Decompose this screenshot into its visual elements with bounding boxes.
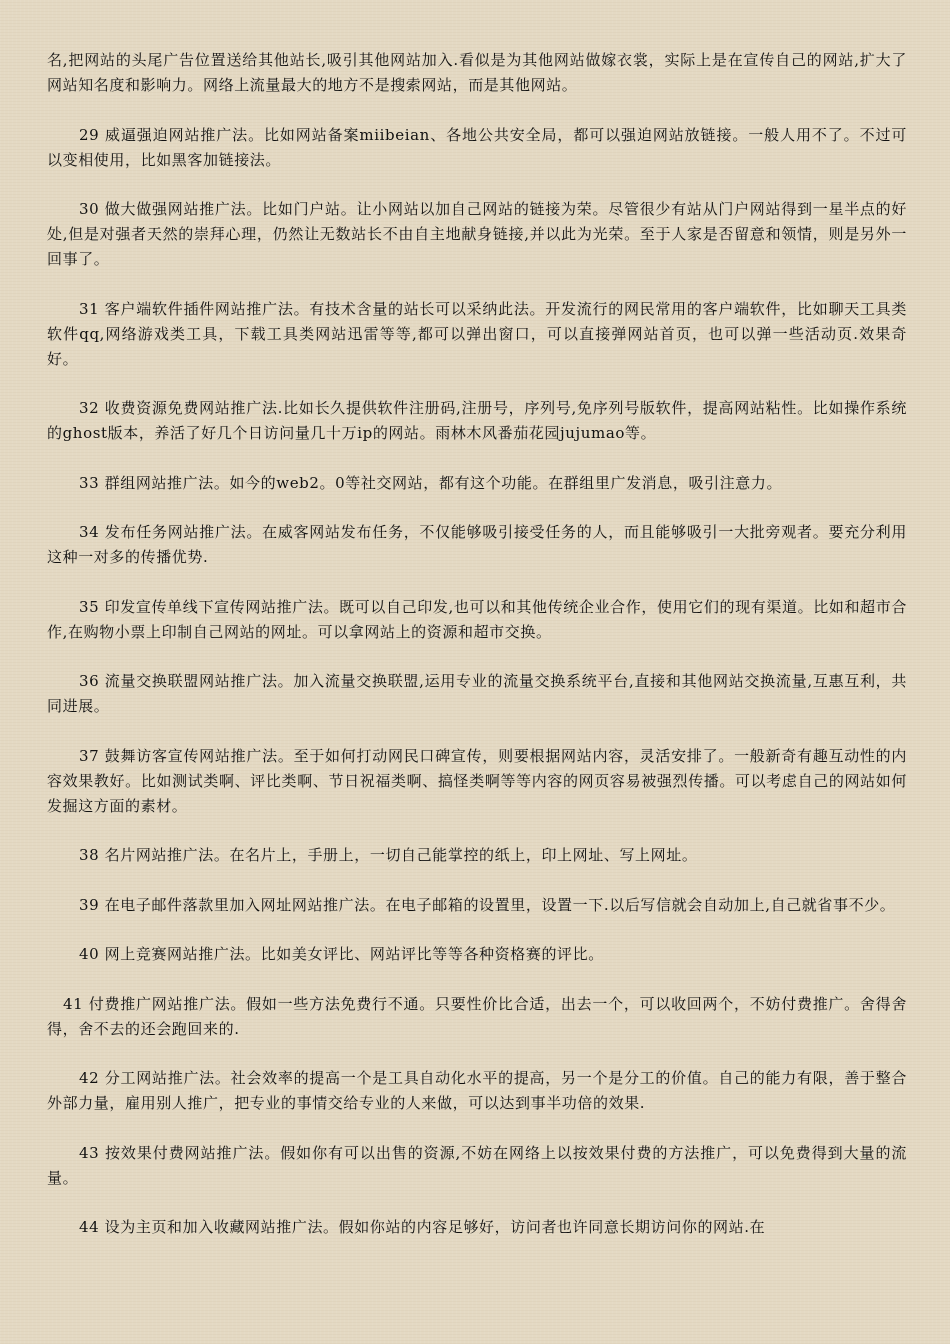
paragraph-item-33: 33 群组网站推广法。如今的web2。0等社交网站，都有这个功能。在群组里广发消息，吸引注意力。 [79,473,783,492]
paragraph-item-35: 35 印发宣传单线下宣传网站推广法。既可以自己印发,也可以和其他传统企业合作，使用它们的现有渠道。比如和超市合作,在购物小票上印制自己网站的网址。可以拿网站上的资源和超市交换。 [47,597,907,641]
paragraph-item-30: 30 做大做强网站推广法。比如门户站。让小网站以加自己网站的链接为荣。尽管很少有站从门户网站得到一星半点的好处,但是对强者天然的崇拜心理，仍然让无数站长不由自主地献身链接,并以此为光荣。至于人家是否留意和领情，则是另外一回事了。 [47,200,907,268]
paragraph-item-29: 29 威逼强迫网站推广法。比如网站备案miibeian、各地公共安全局，都可以强迫网站放链接。一般人用不了。不过可以变相使用，比如黑客加链接法。 [47,125,907,169]
paragraph-item-39: 39 在电子邮件落款里加入网址网站推广法。在电子邮箱的设置里，设置一下.以后写信就会自动加上,自己就省事不少。 [79,895,896,914]
paragraph-item-43: 43 按效果付费网站推广法。假如你有可以出售的资源,不妨在网络上以按效果付费的方法推广，可以免费得到大量的流量。 [47,1143,907,1187]
paragraph-item-32: 32 收费资源免费网站推广法.比如长久提供软件注册码,注册号，序列号,免序列号版软件，提高网站粘性。比如操作系统的ghost版本，养活了好几个日访问量几十万ip的网站。雨林木风番茄花园jujumao等。 [47,399,907,442]
paragraph-item-38: 38 名片网站推广法。在名片上，手册上，一切自己能掌控的纸上，印上网址、写上网址。 [79,846,698,864]
paragraph-item-34: 34 发布任务网站推广法。在威客网站发布任务，不仅能够吸引接受任务的人，而且能够吸引一大批旁观者。要充分利用这种一对多的传播优势. [47,523,907,566]
paragraph-continuation: 名,把网站的头尾广告位置送给其他站长,吸引其他网站加入.看似是为其他网站做嫁衣裳，实际上是在宣传自己的网站,扩大了网站知名度和影响力。网络上流量最大的地方不是搜索网站，而是其他网站。 [47,51,907,94]
paragraph-item-36: 36 流量交换联盟网站推广法。加入流量交换联盟,运用专业的流量交换系统平台,直接和其他网站交换流量,互惠互利，共同进展。 [47,672,907,715]
paragraph-item-42: 42 分工网站推广法。社会效率的提高一个是工具自动化水平的提高，另一个是分工的价值。自己的能力有限，善于整合外部力量，雇用别人推广，把专业的事情交给专业的人来做，可以达到事半功倍的效果. [47,1069,907,1112]
paragraph-item-41: 41 付费推广网站推广法。假如一些方法免费行不通。只要性价比合适，出去一个，可以收回两个，不妨付费推广。舍得舍得，舍不去的还会跑回来的. [47,994,907,1038]
paragraph-item-44: 44 设为主页和加入收藏网站推广法。假如你站的内容足够好，访问者也许同意长期访问你的网站.在 [79,1218,766,1236]
document-body [47,48,907,1265]
paragraph-item-37: 37 鼓舞访客宣传网站推广法。至于如何打动网民口碑宣传，则要根据网站内容，灵活安排了。一般新奇有趣互动性的内容效果教好。比如测试类啊、评比类啊、节日祝福类啊、搞怪类啊等等内容的网页容易被强烈传播。可以考虑自己的网站如何发掘这方面的素材。 [47,746,907,815]
paragraph-item-40: 40 网上竞赛网站推广法。比如美女评比、网站评比等等各种资格赛的评比。 [79,945,604,963]
paragraph-item-31: 31 客户端软件插件网站推广法。有技术含量的站长可以采纳此法。开发流行的网民常用的客户端软件，比如聊天工具类软件qq,网络游戏类工具，下载工具类网站迅雷等等,都可以弹出窗口，可以直接弹网站首页，也可以弹一些活动页.效果奇好。 [47,299,907,368]
